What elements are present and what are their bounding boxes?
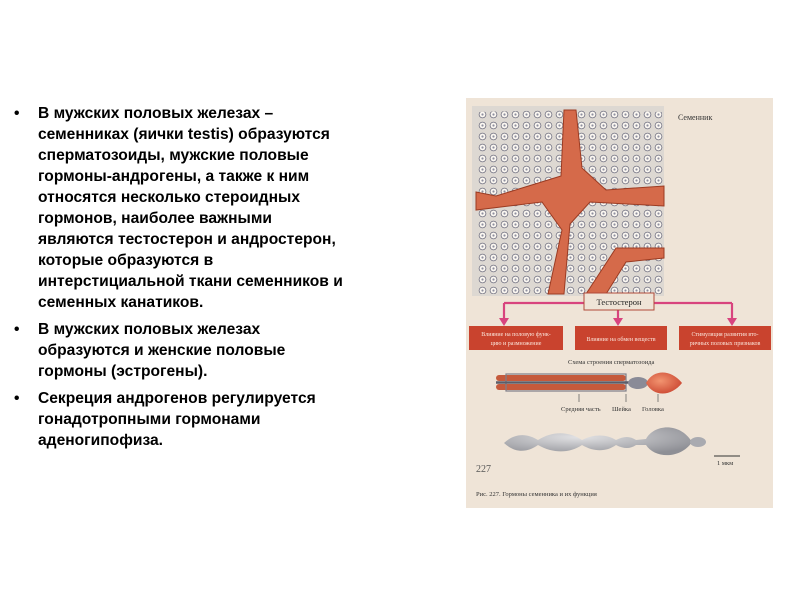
bullet-symbol: • [14,390,20,407]
testosterone-label: Тестостерон [596,297,642,307]
bullet-item [14,388,344,451]
effect-box-text: Влияние на обмен веществ [586,337,656,343]
part-label-neck: Шейка [612,406,631,413]
spermatozoon-micrograph [504,427,706,455]
bullet-item [14,319,344,382]
bullet-item [14,103,344,313]
textbook-figure [466,98,773,508]
bullet-symbol: • [14,321,20,338]
figure-illustration [466,98,773,508]
spermatozoon-diagram [496,372,682,393]
effect-box-text: Влияние на половую функ- [481,332,551,338]
testis-label: Семенник [678,113,713,122]
bullet-list [14,103,344,457]
sperm-diagram-title: Схема строения сперматозоида [568,359,655,366]
part-label-midpiece: Средняя часть [561,406,601,413]
bullet-text: Секреция андрогенов регулируется гонадотропными гормонами аденогипофиза. [38,390,316,449]
bullet-text: В мужских половых железах образуются и женские половые гормоны (эстрогены). [38,321,286,380]
page-number: 227 [476,464,491,475]
effect-boxes [469,326,771,350]
bullet-text: В мужских половых железах – семенниках (яички testis) образуются сперматозоиды, мужские половые гормоны-андрогены, а также к ним относятся несколько стероидных гормонов, наиболее важными являются тестостерон и андростерон, которые образуются в интерстициальной ткани семенников и семенных канатиков. [38,105,343,311]
effect-box-text: ричных половых признаков [689,341,761,347]
effect-box-text: цию и размножение [490,341,542,347]
testis-tissue-illustration [472,106,664,296]
scale-label: 1 мкм [717,460,734,467]
effect-box-text: Стимуляция развития вто- [691,332,759,338]
bullet-symbol: • [14,105,20,122]
figure-caption: Рис. 227. Гормоны семенника и их функция [476,491,597,498]
part-label-head: Головка [642,406,664,413]
